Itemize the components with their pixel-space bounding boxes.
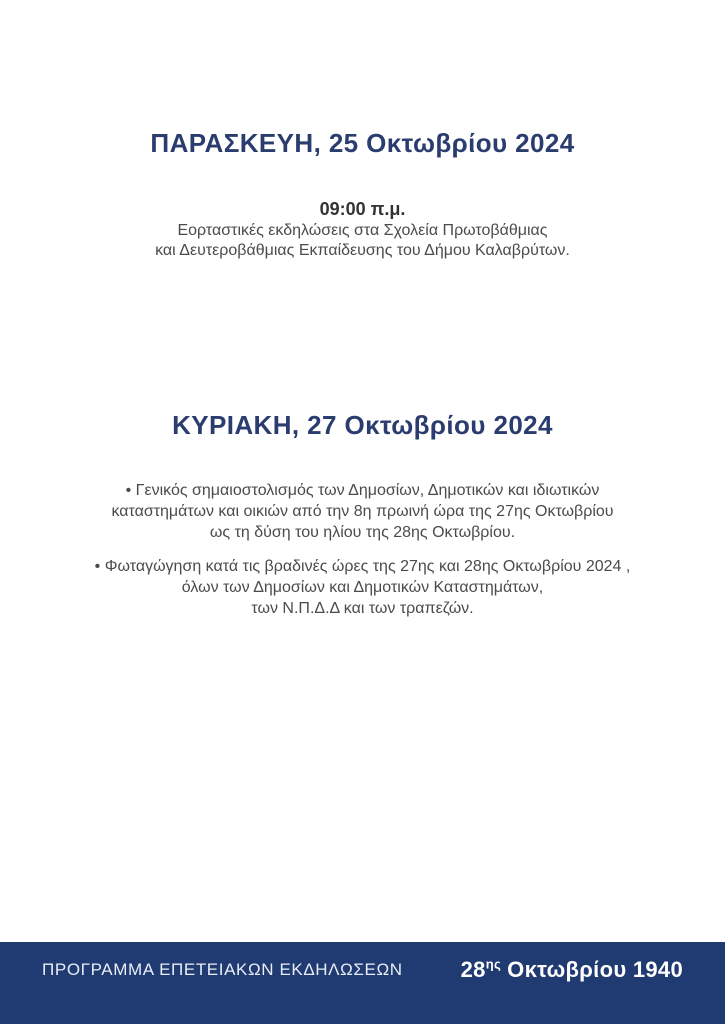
friday-heading: ΠΑΡΑΣΚΕΥΗ, 25 Οκτωβρίου 2024 — [150, 128, 575, 158]
friday-event-description — [0, 221, 725, 261]
footer-bar — [0, 942, 725, 1024]
anniversary-day-suffix: ης — [485, 956, 502, 972]
footer-row — [0, 942, 725, 998]
description-line: και Δευτεροβάθμιας Εκπαίδευσης του Δήμου Καλαβρύτων. — [155, 242, 570, 259]
bullet-item-illumination — [0, 556, 725, 619]
description-line: Εορταστικές εκδηλώσεις στα Σχολεία Πρωτοβάθμιας — [177, 222, 548, 239]
bullet-line: όλων των Δημοσίων και Δημοτικών Καταστημάτων, — [181, 579, 544, 596]
anniversary-date — [461, 957, 683, 983]
bullet-line: • Γενικός σημαιοστολισμός των Δημοσίων, Δημοτικών και ιδιωτικών — [125, 482, 600, 499]
bullet-line: ως τη δύση του ηλίου της 28ης Οκτωβρίου. — [209, 524, 516, 541]
anniversary-month-year: Οκτωβρίου 1940 — [507, 957, 683, 982]
event-time: 09:00 π.μ. — [319, 199, 406, 219]
anniversary-day: 28 — [460, 957, 486, 982]
bullet-line: • Φωταγώγηση κατά τις βραδινές ώρες της 27ης και 28ης Οκτωβρίου 2024 , — [94, 558, 631, 575]
bullet-item-flags — [0, 480, 725, 543]
bullet-line: καταστημάτων και οικιών από την 8η πρωινή ώρα της 27ης Οκτωβρίου — [111, 503, 614, 520]
program-title-label: ΠΡΟΓΡΑΜΜΑ ΕΠΕΤΕΙΑΚΩΝ ΕΚΔΗΛΩΣΕΩΝ — [42, 960, 403, 979]
sunday-heading: ΚΥΡΙΑΚΗ, 27 Οκτωβρίου 2024 — [172, 410, 553, 440]
bullet-line: των Ν.Π.Δ.Δ και των τραπεζών. — [251, 600, 474, 617]
